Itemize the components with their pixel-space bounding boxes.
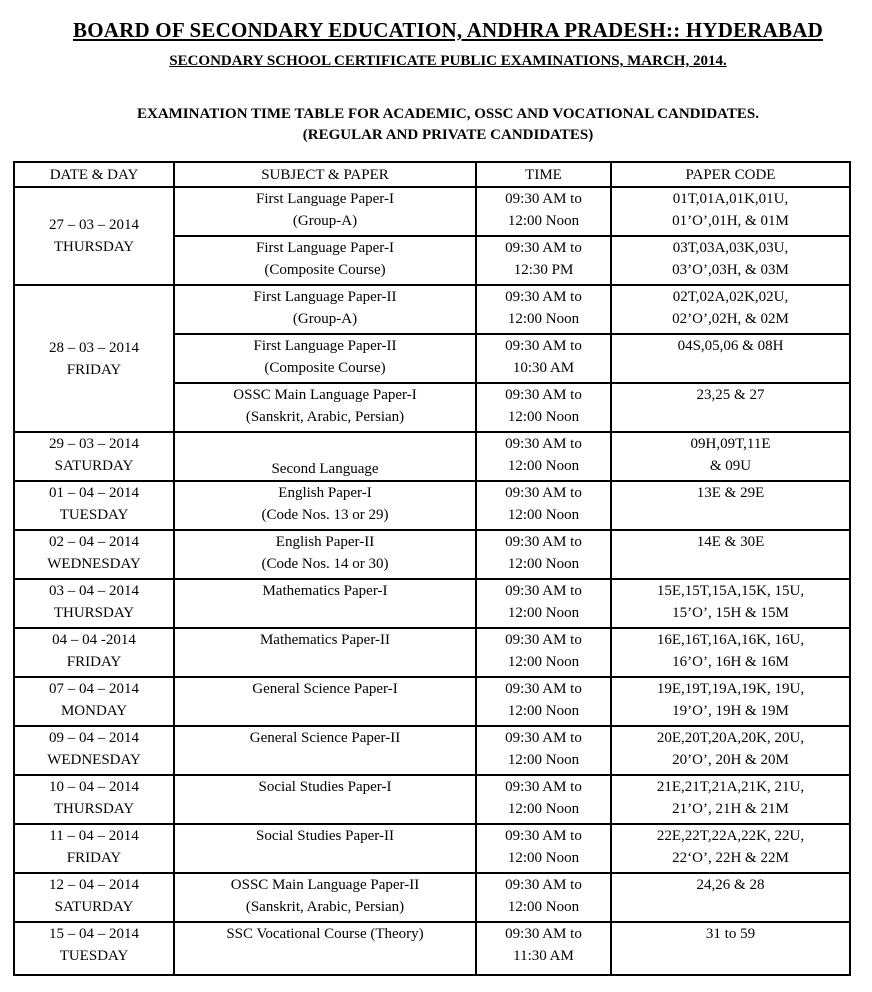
code-line: 03’O’,03H, & 03M: [672, 262, 789, 278]
subject-line: OSSC Main Language Paper-I: [233, 387, 417, 403]
date-cell: [14, 824, 174, 873]
date-text: 11 – 04 – 2014: [49, 828, 139, 844]
subject-line: (Code Nos. 13 or 29): [261, 507, 389, 523]
time-cell: [476, 481, 611, 530]
timetable-title-line1: EXAMINATION TIME TABLE FOR ACADEMIC, OSSC AND VOCATIONAL CANDIDATES.: [136, 106, 760, 122]
code-line: 13E & 29E: [696, 485, 765, 501]
code-line: 03T,03A,03K,03U,: [672, 240, 789, 256]
date-cell: [14, 285, 174, 432]
table-row: [14, 579, 850, 628]
day-text: FRIDAY: [66, 361, 122, 378]
time-line: 09:30 AM to: [505, 191, 582, 207]
code-line: 15’O’, 15H & 15M: [672, 605, 789, 621]
code-line: 22E,22T,22A,22K, 22U,: [656, 828, 805, 844]
subject-line: Mathematics Paper-II: [259, 632, 391, 648]
subject-line: First Language Paper-I: [256, 191, 394, 207]
code-cell: [611, 383, 850, 432]
code-line: 19’O’, 19H & 19M: [672, 703, 789, 719]
subject-line: (Sanskrit, Arabic, Persian): [245, 409, 405, 425]
code-cell: [611, 726, 850, 775]
code-line: 14E & 30E: [696, 534, 765, 550]
code-cell: [611, 579, 850, 628]
code-line: 23,25 & 27: [696, 387, 765, 403]
subject-cell: [174, 481, 476, 530]
date-text: 12 – 04 – 2014: [49, 877, 139, 893]
code-cell: [611, 873, 850, 922]
time-line: 09:30 AM to: [505, 583, 582, 599]
time-line: 09:30 AM to: [505, 681, 582, 697]
exam-timetable: [13, 161, 851, 976]
day-text: WEDNESDAY: [47, 556, 141, 572]
subject-line: First Language Paper-I: [256, 240, 394, 256]
subject-line: (Sanskrit, Arabic, Persian): [245, 899, 405, 915]
date-cell: [14, 922, 174, 975]
time-line: 12:00 Noon: [507, 605, 580, 621]
time-line: 12:00 Noon: [507, 458, 580, 474]
time-cell: [476, 187, 611, 236]
table-header-row: [14, 162, 850, 187]
time-line: 09:30 AM to: [505, 387, 582, 403]
table-row: [14, 677, 850, 726]
time-cell: [476, 530, 611, 579]
subject-line: Mathematics Paper-I: [262, 583, 388, 599]
column-header-time: TIME: [476, 162, 611, 187]
code-line: 24,26 & 28: [696, 877, 765, 893]
time-cell: [476, 873, 611, 922]
date-text: 15 – 04 – 2014: [49, 926, 139, 942]
time-line: 09:30 AM to: [505, 926, 582, 942]
subject-line: Social Studies Paper-II: [255, 828, 394, 844]
code-line: 02’O’,02H, & 02M: [672, 311, 789, 327]
time-cell: [476, 579, 611, 628]
time-cell: [476, 285, 611, 334]
day-text: THURSDAY: [53, 605, 135, 621]
board-heading: BOARD OF SECONDARY EDUCATION, ANDHRA PRADESH:: HYDERABAD: [73, 18, 823, 42]
date-cell: [14, 579, 174, 628]
date-text: 03 – 04 – 2014: [49, 583, 139, 599]
date-cell: [14, 726, 174, 775]
day-text: SATURDAY: [54, 458, 134, 474]
subject-cell: [174, 775, 476, 824]
subject-cell: [174, 383, 476, 432]
date-cell: [14, 530, 174, 579]
day-text: THURSDAY: [53, 801, 135, 817]
subject-cell: [174, 922, 476, 975]
subject-line: (Code Nos. 14 or 30): [261, 556, 389, 572]
time-line: 09:30 AM to: [505, 289, 582, 305]
code-line: 02T,02A,02K,02U,: [672, 289, 789, 305]
subject-cell: [174, 726, 476, 775]
subject-cell: [174, 285, 476, 334]
time-cell: [476, 922, 611, 975]
table-row: [14, 530, 850, 579]
time-cell: [476, 432, 611, 481]
subject-line: General Science Paper-I: [252, 681, 398, 697]
time-line: 09:30 AM to: [505, 240, 582, 256]
date-cell: [14, 187, 174, 285]
code-cell: [611, 432, 850, 481]
date-text: 27 – 03 – 2014: [49, 217, 139, 233]
date-cell: [14, 677, 174, 726]
subject-line: First Language Paper-II: [253, 338, 397, 354]
time-line: 12:00 Noon: [507, 409, 580, 425]
subject-cell: [174, 873, 476, 922]
day-text: FRIDAY: [66, 654, 122, 670]
column-header-code: PAPER CODE: [611, 162, 850, 187]
code-line: 04S,05,06 & 08H: [677, 338, 784, 354]
timetable-title-line2: (REGULAR AND PRIVATE CANDIDATES): [302, 127, 594, 143]
subject-cell: [174, 579, 476, 628]
time-cell: [476, 726, 611, 775]
subject-line: OSSC Main Language Paper-II: [230, 877, 420, 893]
code-cell: [611, 922, 850, 975]
time-line: 12:00 Noon: [507, 507, 580, 523]
date-text: 01 – 04 – 2014: [49, 485, 139, 501]
table-row: [14, 824, 850, 873]
code-cell: [611, 628, 850, 677]
time-line: 09:30 AM to: [505, 828, 582, 844]
subject-line: General Science Paper-II: [249, 730, 401, 746]
date-cell: [14, 873, 174, 922]
subject-line: (Composite Course): [264, 262, 386, 278]
table-row: [14, 432, 850, 481]
time-line: 09:30 AM to: [505, 632, 582, 648]
subject-line: (Composite Course): [264, 360, 386, 376]
time-line: 09:30 AM to: [505, 485, 582, 501]
date-text: 02 – 04 – 2014: [49, 534, 139, 550]
code-line: & 09U: [709, 458, 752, 474]
date-text: 10 – 04 – 2014: [49, 779, 139, 795]
subject-cell: [174, 628, 476, 677]
subject-cell: [174, 824, 476, 873]
subject-line: SSC Vocational Course (Theory): [226, 926, 424, 942]
day-text: MONDAY: [60, 703, 128, 719]
table-row: [14, 285, 850, 334]
day-text: SATURDAY: [54, 899, 134, 915]
subject-line: Second Language: [271, 461, 379, 477]
date-cell: [14, 481, 174, 530]
code-cell: [611, 530, 850, 579]
date-cell: [14, 775, 174, 824]
code-cell: [611, 481, 850, 530]
table-row: [14, 187, 850, 236]
time-line: 12:00 Noon: [507, 213, 580, 229]
time-cell: [476, 775, 611, 824]
code-cell: [611, 334, 850, 383]
code-line: 20E,20T,20A,20K, 20U,: [656, 730, 805, 746]
date-text: 07 – 04 – 2014: [49, 681, 139, 697]
time-line: 09:30 AM to: [505, 779, 582, 795]
subject-line: (Group-A): [292, 213, 358, 229]
time-cell: [476, 383, 611, 432]
subject-line: Social Studies Paper-I: [258, 779, 392, 795]
code-line: 22‘O’, 22H & 22M: [672, 850, 789, 866]
subject-line: English Paper-II: [275, 534, 375, 550]
day-text: TUESDAY: [59, 507, 129, 523]
time-cell: [476, 334, 611, 383]
time-line: 09:30 AM to: [505, 730, 582, 746]
time-line: 10:30 AM: [512, 360, 575, 376]
code-cell: [611, 775, 850, 824]
time-line: 12:00 Noon: [507, 850, 580, 866]
subject-cell: [174, 236, 476, 285]
code-line: 01’O’,01H, & 01M: [672, 213, 789, 229]
time-line: 12:00 Noon: [507, 801, 580, 817]
time-line: 09:30 AM to: [505, 338, 582, 354]
time-line: 12:30 PM: [513, 262, 574, 278]
time-line: 12:00 Noon: [507, 556, 580, 572]
column-header-date: DATE & DAY: [14, 162, 174, 187]
table-row: [14, 726, 850, 775]
time-line: 09:30 AM to: [505, 534, 582, 550]
exam-heading: SECONDARY SCHOOL CERTIFICATE PUBLIC EXAMINATIONS, MARCH, 2014.: [169, 53, 727, 69]
code-line: 21E,21T,21A,21K, 21U,: [656, 779, 805, 795]
day-text: WEDNESDAY: [47, 752, 141, 768]
code-line: 21’O’, 21H & 21M: [672, 801, 789, 817]
column-header-subject: SUBJECT & PAPER: [174, 162, 476, 187]
code-cell: [611, 677, 850, 726]
date-text: 29 – 03 – 2014: [49, 436, 139, 452]
date-text: 09 – 04 – 2014: [49, 730, 139, 746]
day-text: FRIDAY: [66, 850, 122, 866]
subject-cell: [174, 432, 476, 481]
time-line: 12:00 Noon: [507, 752, 580, 768]
table-row: [14, 628, 850, 677]
code-line: 19E,19T,19A,19K, 19U,: [656, 681, 805, 697]
day-text: TUESDAY: [59, 948, 129, 964]
date-cell: [14, 432, 174, 481]
date-text: 28 – 03 – 2014: [49, 339, 139, 356]
time-line: 12:00 Noon: [507, 703, 580, 719]
time-cell: [476, 677, 611, 726]
code-line: 16’O’, 16H & 16M: [672, 654, 789, 670]
time-line: 12:00 Noon: [507, 311, 580, 327]
time-cell: [476, 824, 611, 873]
time-cell: [476, 236, 611, 285]
time-line: 12:00 Noon: [507, 899, 580, 915]
code-line: 20’O’, 20H & 20M: [672, 752, 789, 768]
time-line: 11:30 AM: [513, 948, 574, 964]
code-line: 01T,01A,01K,01U,: [672, 191, 789, 207]
subject-cell: [174, 187, 476, 236]
code-line: 31 to 59: [705, 926, 756, 942]
subject-cell: [174, 530, 476, 579]
subject-line: First Language Paper-II: [253, 289, 397, 305]
table-row: [14, 775, 850, 824]
date-cell: [14, 628, 174, 677]
subject-line: English Paper-I: [278, 485, 372, 501]
table-row: [14, 481, 850, 530]
subject-cell: [174, 677, 476, 726]
time-line: 09:30 AM to: [505, 877, 582, 893]
date-text: 04 – 04 -2014: [52, 632, 136, 648]
subject-line: (Group-A): [292, 311, 358, 327]
code-cell: [611, 187, 850, 236]
table-row: [14, 873, 850, 922]
day-text: THURSDAY: [53, 239, 135, 255]
time-cell: [476, 628, 611, 677]
code-cell: [611, 824, 850, 873]
code-cell: [611, 236, 850, 285]
code-cell: [611, 285, 850, 334]
time-line: 09:30 AM to: [505, 436, 582, 452]
timetable-title: [0, 104, 872, 146]
code-line: 15E,15T,15A,15K, 15U,: [656, 583, 805, 599]
time-line: 12:00 Noon: [507, 654, 580, 670]
subject-cell: [174, 334, 476, 383]
code-line: 16E,16T,16A,16K, 16U,: [656, 632, 805, 648]
table-row: [14, 922, 850, 975]
code-line: 09H,09T,11E: [690, 436, 771, 452]
